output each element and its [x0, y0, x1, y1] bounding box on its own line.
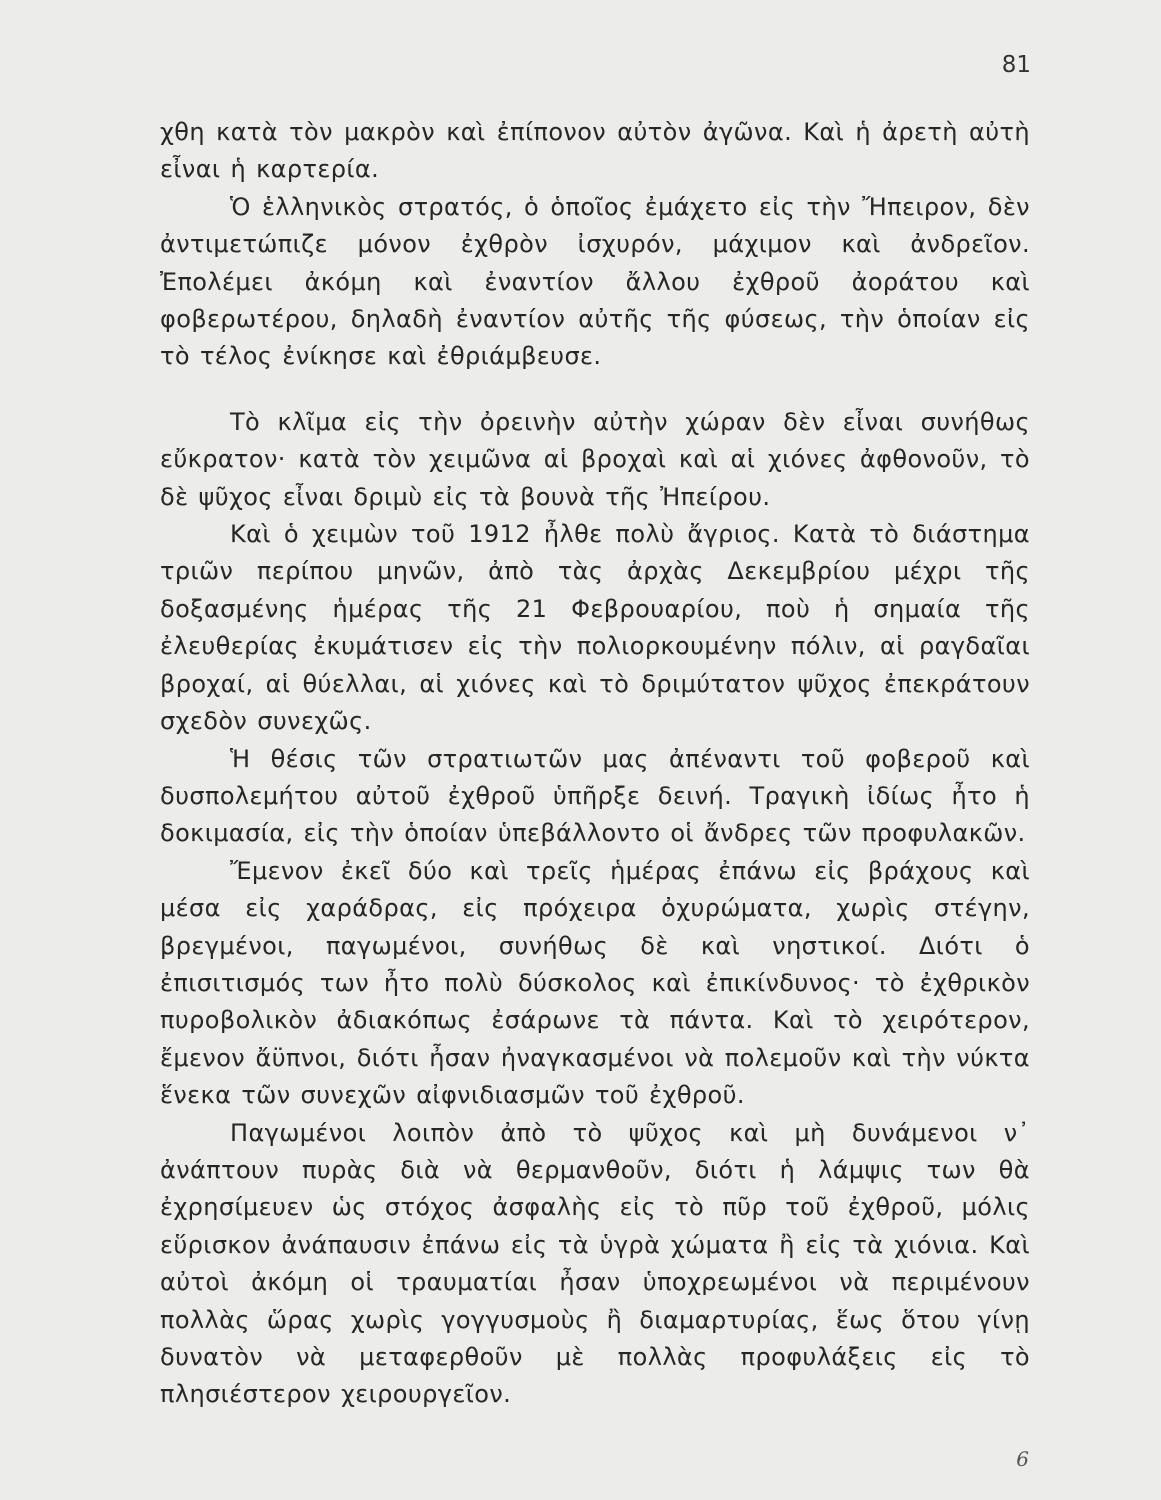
paragraph-3: Τὸ κλῖμα εἰς τὴν ὀρεινὴν αὐτὴν χώραν δὲν εἶναι συνήθως εὔκρατον· κατὰ τὸν χειμῶνα αἱ βροχαὶ καὶ αἱ χιόνες ἀφθονοῦν, τὸ δὲ ψῦχος εἶναι δριμὺ εἰς τὰ βουνὰ τῆς Ἠπείρου. [160, 407, 1030, 511]
paragraph-7: Παγωμένοι λοιπὸν ἀπὸ τὸ ψῦχος καὶ μὴ δυνάμενοι ν᾽ ἀνάπτουν πυρὰς διὰ νὰ θερμανθοῦν, διότι ἡ λάμψις των θὰ ἐχρησίμευεν ὡς στόχος ἀσφαλὴς εἰς τὸ πῦρ τοῦ ἐχθροῦ, μόλις εὕρισκον ἀνάπαυσιν ἐπάνω εἰς τὰ ὑγρὰ χώματα ἢ εἰς τὰ χιόνια. Καὶ αὐτοὶ ἀκόμη οἱ τραυματίαι ἦσαν ὑποχρεωμένοι νὰ περιμένουν πολλὰς ὥρας χωρὶς γογγυσμοὺς ἢ διαμαρτυρίας, ἕως ὅτου γίνῃ δυνατὸν νὰ μεταφερθοῦν μὲ πολλὰς προφυλάξεις εἰς τὸ πλησιέστερον χειρουργεῖον. [160, 1118, 1030, 1409]
paragraph-4: Καὶ ὁ χειμὼν τοῦ 1912 ἦλθε πολὺ ἄγριος. Κατὰ τὸ διάστημα τριῶν περίπου μηνῶν, ἀπὸ τὰς ἀρχὰς Δεκεμβρίου μέχρι τῆς δοξασμένης ἡμέρας τῆς 21 Φεβρουαρίου, ποὺ ἡ σημαία τῆς ἐλευθερίας ἐκυμάτισεν εἰς τὴν πολιορκουμένην πόλιν, αἱ ραγδαῖαι βροχαί, αἱ θύελλαι, αἱ χιόνες καὶ τὸ δριμύτατον ψῦχος ἐπεκράτουν σχεδὸν συνεχῶς. [160, 520, 1030, 736]
body-text [160, 114, 1030, 1414]
paragraph-2: Ὁ ἑλληνικὸς στρατός, ὁ ὁποῖος ἐμάχετο εἰς τὴν Ἤπειρον, δὲν ἀντιμετώπιζε μόνον ἐχθρὸν ἰσχυρόν, μάχιμον καὶ ἀνδρεῖον. Ἐπολέμει ἀκόμη καὶ ἐναντίον ἄλλου ἐχθροῦ ἀοράτου καὶ φοβερωτέρου, δηλαδὴ ἐναντίον αὐτῆς τῆς φύσεως, τὴν ὁποίαν εἰς τὸ τέλος ἐνίκησε καὶ ἐθριάμβευσε. [160, 192, 1030, 371]
page-number: 81 [1001, 52, 1031, 78]
signature-mark: 6 [1016, 1447, 1029, 1471]
paragraph-6: Ἔμενον ἐκεῖ δύο καὶ τρεῖς ἡμέρας ἐπάνω εἰς βράχους καὶ μέσα εἰς χαράδρας, εἰς πρόχειρα ὀχυρώματα, χωρὶς στέγην, βρεγμένοι, παγωμένοι, συνήθως δὲ καὶ νηστικοί. Διότι ὁ ἐπισιτισμός των ἦτο πολὺ δύσκολος καὶ ἐπικίνδυνος· τὸ ἐχθρικὸν πυροβολικὸν ἀδιακόπως ἐσάρωνε τὰ πάντα. Καὶ τὸ χειρότερον, ἔμενον ἄϋπνοι, διότι ἦσαν ἠναγκασμένοι νὰ πολεμοῦν καὶ τὴν νύκτα ἕνεκα τῶν συνεχῶν αἰφνιδιασμῶν τοῦ ἐχθροῦ. [160, 856, 1030, 1110]
paragraph-1: χθη κατὰ τὸν μακρὸν καὶ ἐπίπονον αὐτὸν ἀγῶνα. Καὶ ἡ ἀρετὴ αὐτὴ εἶναι ἡ καρτερία. [160, 118, 1030, 184]
paragraph-5: Ἡ θέσις τῶν στρατιωτῶν μας ἀπέναντι τοῦ φοβεροῦ καὶ δυσπολεμήτου αὐτοῦ ἐχθροῦ ὑπῆρξε δεινή. Τραγικὴ ἰδίως ἦτο ἡ δοκιμασία, εἰς τὴν ὁποίαν ὑπεβάλλοντο οἱ ἄνδρες τῶν προφυλακῶν. [160, 744, 1030, 848]
